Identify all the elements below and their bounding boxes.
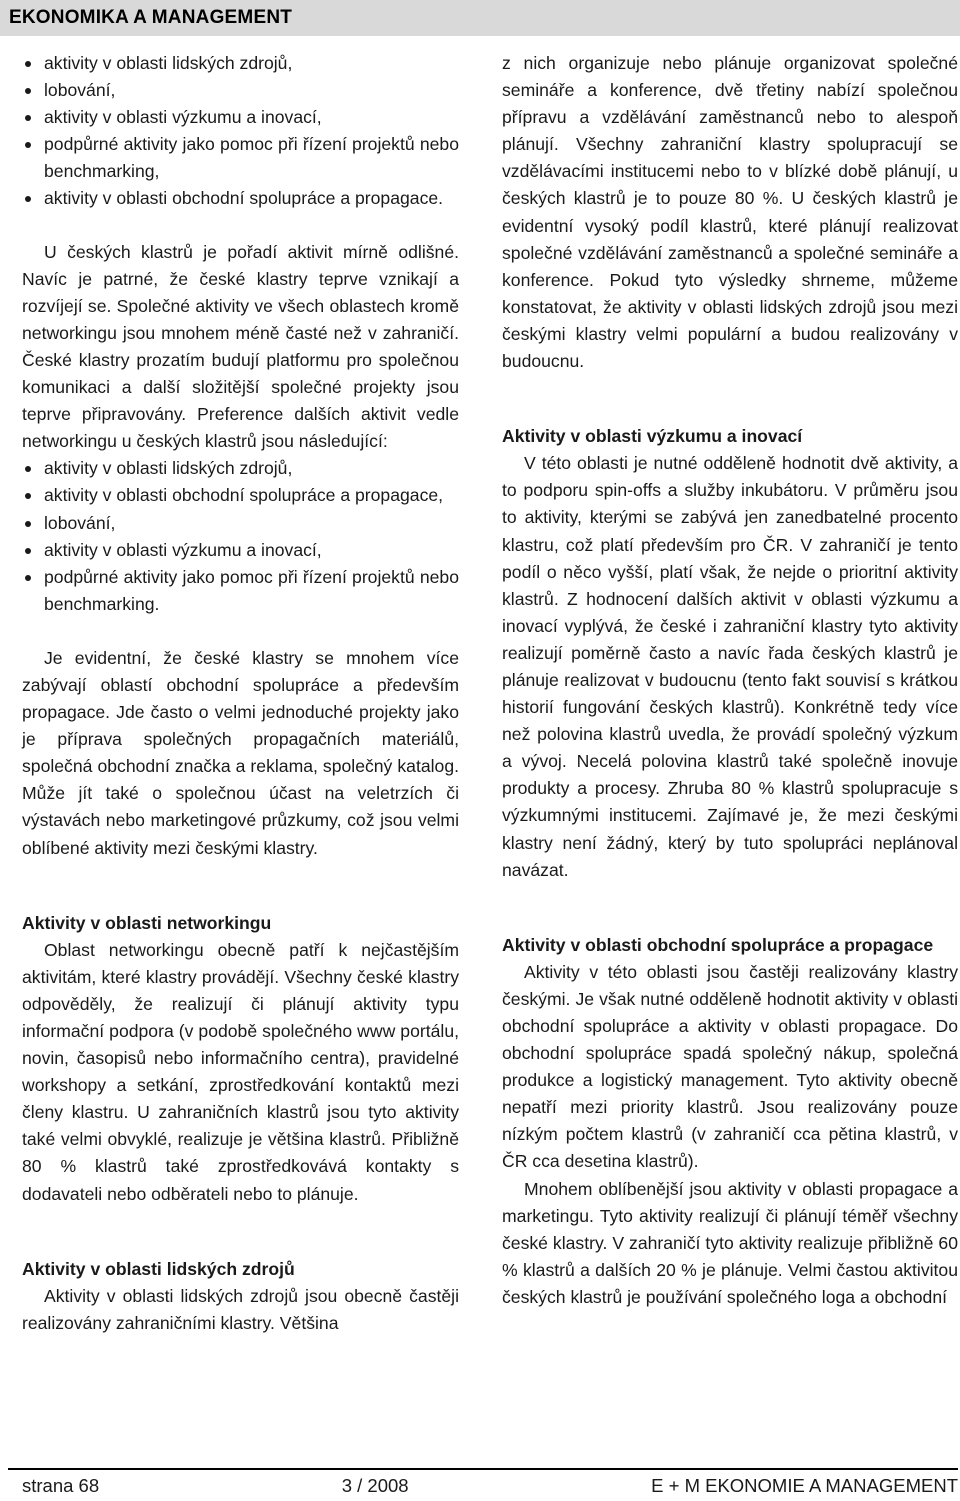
right-column bbox=[502, 50, 958, 1311]
list-item: podpůrné aktivity jako pomoc při řízení projektů nebo benchmarking. bbox=[22, 564, 459, 618]
list-item: lobování, bbox=[22, 77, 459, 104]
paragraph-czech-order: U českých klastrů je pořadí aktivit mírně odlišné. Navíc je patrné, že české klastry teprve vznikají a rozvíjejí se. Společné aktivity ve všech oblastech kromě networkingu jsou mnohem méně časté než v zahraničí. České klastry prozatím budují platformu pro společnou komunikaci a další složitější společné projekty jsou teprve připravovány. Preference dalších aktivit vedle networkingu u českých klastrů jsou následující: bbox=[22, 241, 459, 452]
heading-human-resources: Aktivity v oblasti lidských zdrojů bbox=[22, 1258, 295, 1279]
list-item: aktivity v oblasti obchodní spolupráce a propagace, bbox=[22, 482, 459, 509]
paragraph-trade-2: Mnohem oblíbenější jsou aktivity v oblasti propagace a marketingu. Tyto aktivity realizují či plánují téměř všechny české klastry. V zahraničí tyto aktivity realizuje přibližně 60 % klastrů a dalších 20 % je plánuje. Velmi častou aktivitou českých klastrů je používání společného loga a obchodní bbox=[502, 1178, 958, 1307]
list-item: aktivity v oblasti výzkumu a inovací, bbox=[22, 104, 459, 131]
page-number: strana 68 bbox=[22, 1475, 100, 1496]
foreign-priorities-list bbox=[22, 50, 459, 213]
footer-rule bbox=[8, 1468, 958, 1470]
left-column bbox=[22, 50, 459, 1337]
heading-trade: Aktivity v oblasti obchodní spolupráce a propagace bbox=[502, 934, 934, 955]
paragraph-human-resources-continued: z nich organizuje nebo plánuje organizovat společné semináře a konference, dvě třetiny nabízí společnou přípravu a vzdělávání zaměstnanců nebo to alespoň plánují. Všechny zahraniční klastry spolupracují se vzdělávacími institucemi nebo to v blízké době plánují, u českých klastrů je to pouze 80 %. U českých klastrů je evidentní vysoký podíl klastrů, které plánují realizovat společné vzdělávání zaměstnanců a společné semináře a konference. Pokud tyto výsledky shrneme, můžeme konstatovat, že aktivity v oblasti lidských zdrojů jsou mezi českými klastry velmi populární a budou realizovány v budoucnu. bbox=[502, 53, 958, 372]
header-title: EKONOMIKA A MANAGEMENT bbox=[9, 7, 293, 28]
list-item: aktivity v oblasti lidských zdrojů, bbox=[22, 455, 459, 482]
paragraph-research: V této oblasti je nutné odděleně hodnotit dvě aktivity, a to podporu spin-offs a služby inkubátoru. V průměru jsou to aktivity, kterými se zabývá jen zanedbatelné procento klastru, což platí především pro ČR. V zahraničí je tento podíl o něco vyšší, platí však, že nejde o prioritní aktivity klastrů. Z hodnocení dalších aktivit v oblasti výzkumu a inovací vyplývá, že české i zahraniční klastry tyto aktivity realizují poměrně často a navíc řada českých klastrů je plánuje realizovat v budoucnu (tento fakt souvisí s krátkou historií fungování českých klastrů). Konkrétně tedy více než polovina klastrů uvedla, že provádí společný výzkum a vývoj. Necelá polovina klastrů také společně inovuje produkty a procesy. Zhruba 80 % klastrů spolupracuje s výzkumnými institucemi. Zajímavé je, že mezi českými klastry není žádný, který by tuto spolupráci neplánoval navázat. bbox=[502, 453, 958, 880]
paragraph-trade-1: Aktivity v této oblasti jsou častěji realizovány klastry českými. Je však nutné odděleně hodnotit aktivity v oblasti obchodní spolupráce a aktivity v oblasti propagace. Do obchodní spolupráce spadá společný nákup, společná produkce a logistický management. Tyto aktivity obecně nepatří mezi priority klastrů. Jsou realizovány pouze nízkým počtem klastrů (v zahraničí cca pětina klastrů, v ČR cca desetina klastrů). bbox=[502, 961, 958, 1172]
list-item: aktivity v oblasti lidských zdrojů, bbox=[22, 50, 459, 77]
list-item: podpůrné aktivity jako pomoc při řízení projektů nebo benchmarking, bbox=[22, 131, 459, 185]
footer bbox=[22, 1474, 958, 1498]
paragraph-trade-focus: Je evidentní, že české klastry se mnohem více zabývají oblastí obchodní spolupráce a především propagace. Jde často o velmi jednoduché projekty jako je příprava společných propagačních materiálů, společná obchodní značka a reklama, společný katalog. Může jít také o společnou účast na veletrzích či výstavách nebo marketingové průzkumy, což jsou velmi oblíbené aktivity mezi českými klastry. bbox=[22, 647, 459, 858]
paragraph-human-resources: Aktivity v oblasti lidských zdrojů jsou obecně častěji realizovány zahraničními klastry. Většina bbox=[22, 1285, 459, 1333]
czech-priorities-list bbox=[22, 455, 459, 618]
running-header bbox=[0, 0, 960, 36]
list-item: aktivity v oblasti výzkumu a inovací, bbox=[22, 537, 459, 564]
heading-networking: Aktivity v oblasti networkingu bbox=[22, 912, 272, 933]
issue-number: 3 / 2008 bbox=[341, 1475, 409, 1496]
paragraph-networking: Oblast networkingu obecně patří k nejčastějším aktivitám, které klastry provádějí. Všechny české klastry odpověděly, že realizují či plánují aktivity typu informační podpora (v podobě společného www portálu, novin, časopisů nebo informačního centra), pravidelné workshopy a setkání, zprostředkování kontaktů mezi členy klastru. U zahraničních klastrů jsou tyto aktivity také velmi obvyklé, realizuje je většina klastrů. Přibližně 80 % klastrů také zprostředkovává kontakty s dodavateli nebo odběrateli nebo to plánuje. bbox=[22, 939, 459, 1204]
list-item: aktivity v oblasti obchodní spolupráce a propagace. bbox=[22, 185, 459, 212]
journal-name: E + M EKONOMIE A MANAGEMENT bbox=[651, 1475, 958, 1496]
list-item: lobování, bbox=[22, 510, 459, 537]
heading-research: Aktivity v oblasti výzkumu a inovací bbox=[502, 426, 803, 447]
